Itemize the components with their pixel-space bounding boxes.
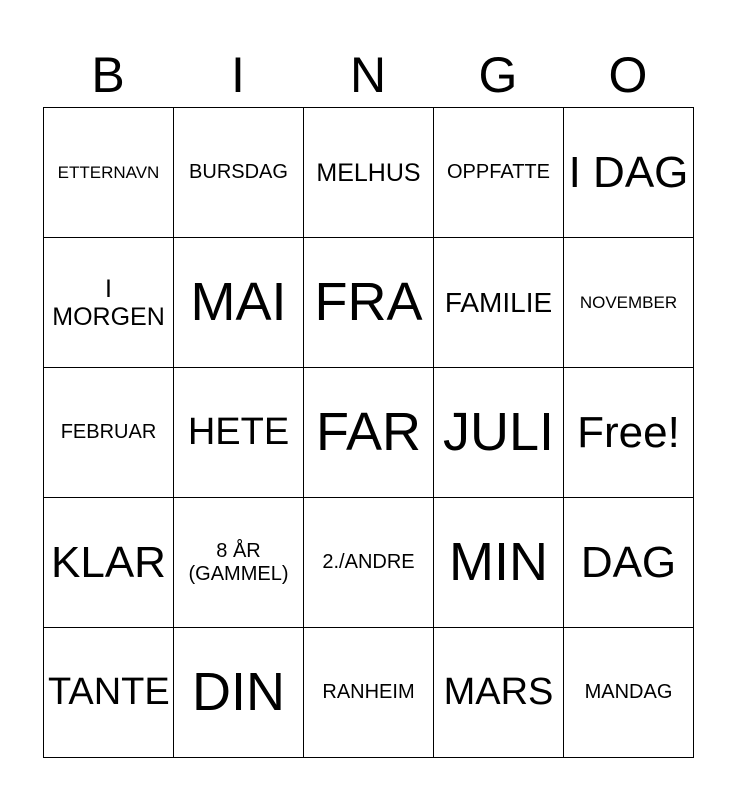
- header-letter-n: N: [349, 47, 387, 103]
- bingo-cell[interactable]: JULI: [434, 368, 564, 498]
- bingo-cell[interactable]: ETTERNAVN: [44, 108, 174, 238]
- bingo-cell[interactable]: OPPFATTE: [434, 108, 564, 238]
- bingo-row: [44, 108, 694, 238]
- bingo-cell[interactable]: MARS: [434, 628, 564, 758]
- bingo-cell[interactable]: DAG: [564, 498, 694, 628]
- bingo-cell[interactable]: MELHUS: [304, 108, 434, 238]
- bingo-cell[interactable]: MANDAG: [564, 628, 694, 758]
- bingo-cell[interactable]: MAI: [174, 238, 304, 368]
- bingo-cell[interactable]: NOVEMBER: [564, 238, 694, 368]
- bingo-header: [43, 42, 693, 108]
- bingo-row: [44, 628, 694, 758]
- bingo-cell[interactable]: I MORGEN: [44, 238, 174, 368]
- header-letter-i: I: [231, 47, 245, 103]
- bingo-cell[interactable]: HETE: [174, 368, 304, 498]
- header-letter-o: O: [608, 47, 648, 103]
- bingo-cell[interactable]: FEBRUAR: [44, 368, 174, 498]
- bingo-cell[interactable]: TANTE: [44, 628, 174, 758]
- bingo-row: [44, 238, 694, 368]
- bingo-row: [44, 368, 694, 498]
- bingo-cell[interactable]: RANHEIM: [304, 628, 434, 758]
- bingo-cell[interactable]: FRA: [304, 238, 434, 368]
- bingo-cell[interactable]: BURSDAG: [174, 108, 304, 238]
- bingo-cell[interactable]: 8 ÅR (GAMMEL): [174, 498, 304, 628]
- bingo-grid: [43, 107, 694, 758]
- bingo-cell[interactable]: DIN: [174, 628, 304, 758]
- bingo-cell[interactable]: FAR: [304, 368, 434, 498]
- header-letter-b: B: [91, 47, 125, 103]
- bingo-cell[interactable]: I DAG: [564, 108, 694, 238]
- bingo-cell[interactable]: KLAR: [44, 498, 174, 628]
- header-letter-g: G: [478, 47, 518, 103]
- bingo-row: [44, 498, 694, 628]
- free-space-cell[interactable]: Free!: [564, 368, 694, 498]
- bingo-cell[interactable]: MIN: [434, 498, 564, 628]
- bingo-cell[interactable]: 2./ANDRE: [304, 498, 434, 628]
- bingo-cell[interactable]: FAMILIE: [434, 238, 564, 368]
